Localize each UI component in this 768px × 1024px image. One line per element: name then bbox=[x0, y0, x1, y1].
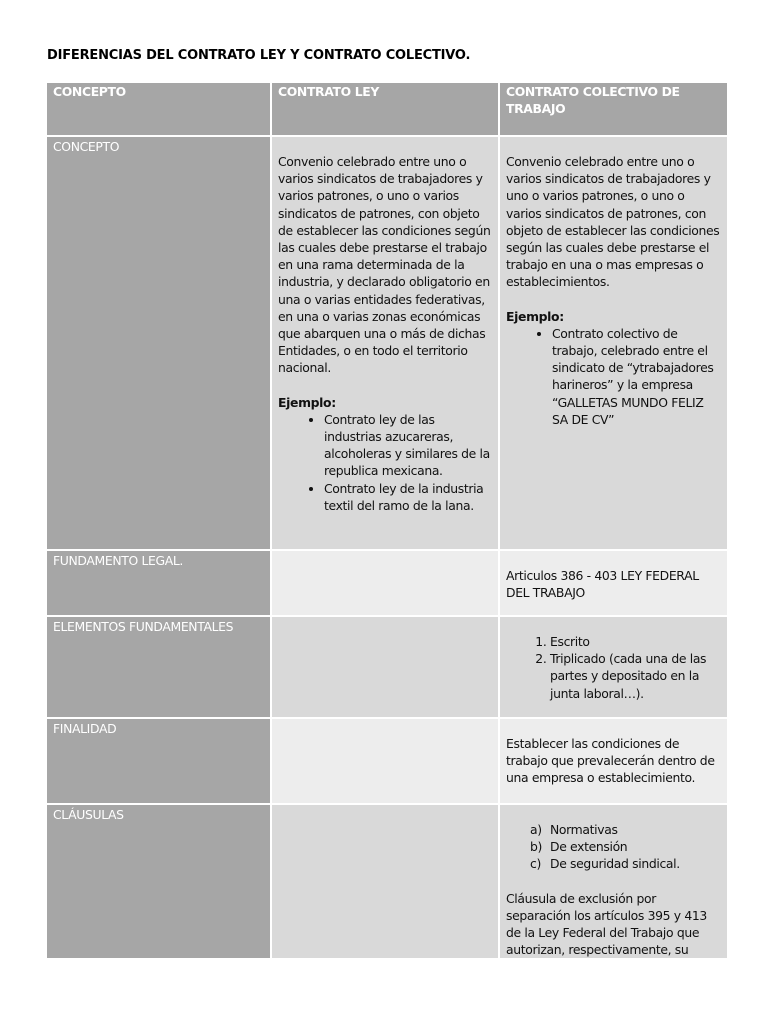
cell-ley-concepto bbox=[272, 137, 500, 551]
row-label-finalidad: FINALIDAD bbox=[47, 719, 272, 805]
cell-colectivo-concepto bbox=[500, 137, 727, 551]
list-item: • Contrato ley de las industrias azucareras, alcoholeras y similares de la republica mexicana. bbox=[324, 411, 492, 480]
header-contrato-ley: CONTRATO LEY bbox=[272, 83, 500, 137]
cell-ley-clausulas bbox=[272, 805, 500, 960]
cell-ley-elementos bbox=[272, 617, 500, 719]
row-label-concepto: CONCEPTO bbox=[47, 137, 272, 551]
cell-colectivo-elementos bbox=[500, 617, 727, 719]
table-row-clausulas bbox=[47, 805, 727, 960]
document-title: DIFERENCIAS DEL CONTRATO LEY Y CONTRATO COLECTIVO. bbox=[47, 48, 471, 63]
ley-definition: Convenio celebrado entre uno o varios sindicatos de trabajadores y varios patrones, o uno o varios sindicatos de patrones, con objeto de establecer las condiciones según las cuales debe prestarse el trabajo en una rama determinada de la industria, y declarado obligatorio en una o varias entidades federativas, en una o varias zonas económicas que abarquen una o más de dichas Entidades, o en todo el territorio nacional. bbox=[278, 154, 491, 376]
list-item: 1. Escrito bbox=[550, 633, 721, 650]
colectivo-definition: Convenio celebrado entre uno o varios sindicatos de trabajadores y uno o varios patrones, o uno o varios sindicatos de patrones, con objeto de establecer las condiciones según las cuales debe prestarse el trabajo en una o mas empresas o establecimientos. bbox=[506, 154, 720, 290]
ley-example-label: Ejemplo: bbox=[278, 394, 336, 410]
list-item: Normativas bbox=[550, 822, 618, 837]
table-row-fundamento bbox=[47, 551, 727, 617]
cell-ley-fundamento bbox=[272, 551, 500, 617]
row-label-fundamento: FUNDAMENTO LEGAL. bbox=[47, 551, 272, 617]
header-concepto: CONCEPTO bbox=[47, 83, 272, 137]
elementos-list bbox=[506, 633, 721, 702]
clausula-exclusion-text: Cláusula de exclusión por separación los artículos 395 y 413 de la Ley Federal del Trabajo que autorizan, respectivamente, su bbox=[506, 890, 707, 958]
table-row-concepto bbox=[47, 137, 727, 551]
colectivo-example-list bbox=[506, 325, 721, 428]
list-item: De extensión bbox=[550, 839, 628, 855]
table-row-finalidad bbox=[47, 719, 727, 805]
comparison-table bbox=[47, 83, 727, 960]
header-contrato-colectivo: CONTRATO COLECTIVO DE TRABAJO bbox=[500, 83, 727, 137]
fundamento-text: Articulos 386 - 403 LEY FEDERAL DEL TRABAJO bbox=[506, 568, 699, 601]
table-header-row bbox=[47, 83, 727, 137]
row-label-elementos: ELEMENTOS FUNDAMENTALES bbox=[47, 617, 272, 719]
cell-colectivo-fundamento bbox=[500, 551, 727, 617]
clausulas-list bbox=[506, 821, 721, 873]
cell-ley-finalidad bbox=[272, 719, 500, 805]
list-item: 2. Triplicado (cada una de las partes y depositado en la junta laboral…). bbox=[550, 650, 721, 702]
cell-colectivo-clausulas bbox=[500, 805, 727, 960]
table-row-elementos bbox=[47, 617, 727, 719]
colectivo-example-label: Ejemplo: bbox=[506, 308, 564, 324]
finalidad-text: Establecer las condiciones de trabajo que prevalecerán dentro de una empresa o establecimiento. bbox=[506, 736, 715, 786]
cell-colectivo-finalidad bbox=[500, 719, 727, 805]
list-item: • Contrato ley de la industria textil del ramo de la lana. bbox=[324, 480, 492, 514]
list-item: De seguridad sindical. bbox=[550, 856, 680, 872]
row-label-clausulas: CLÁUSULAS bbox=[47, 805, 272, 960]
list-item: • Contrato colectivo de trabajo, celebrado entre el sindicato de “ytrabajadores harineros” y la empresa “GALLETAS MUNDO FELIZ SA DE CV” bbox=[552, 325, 721, 428]
ley-example-list bbox=[278, 411, 492, 514]
